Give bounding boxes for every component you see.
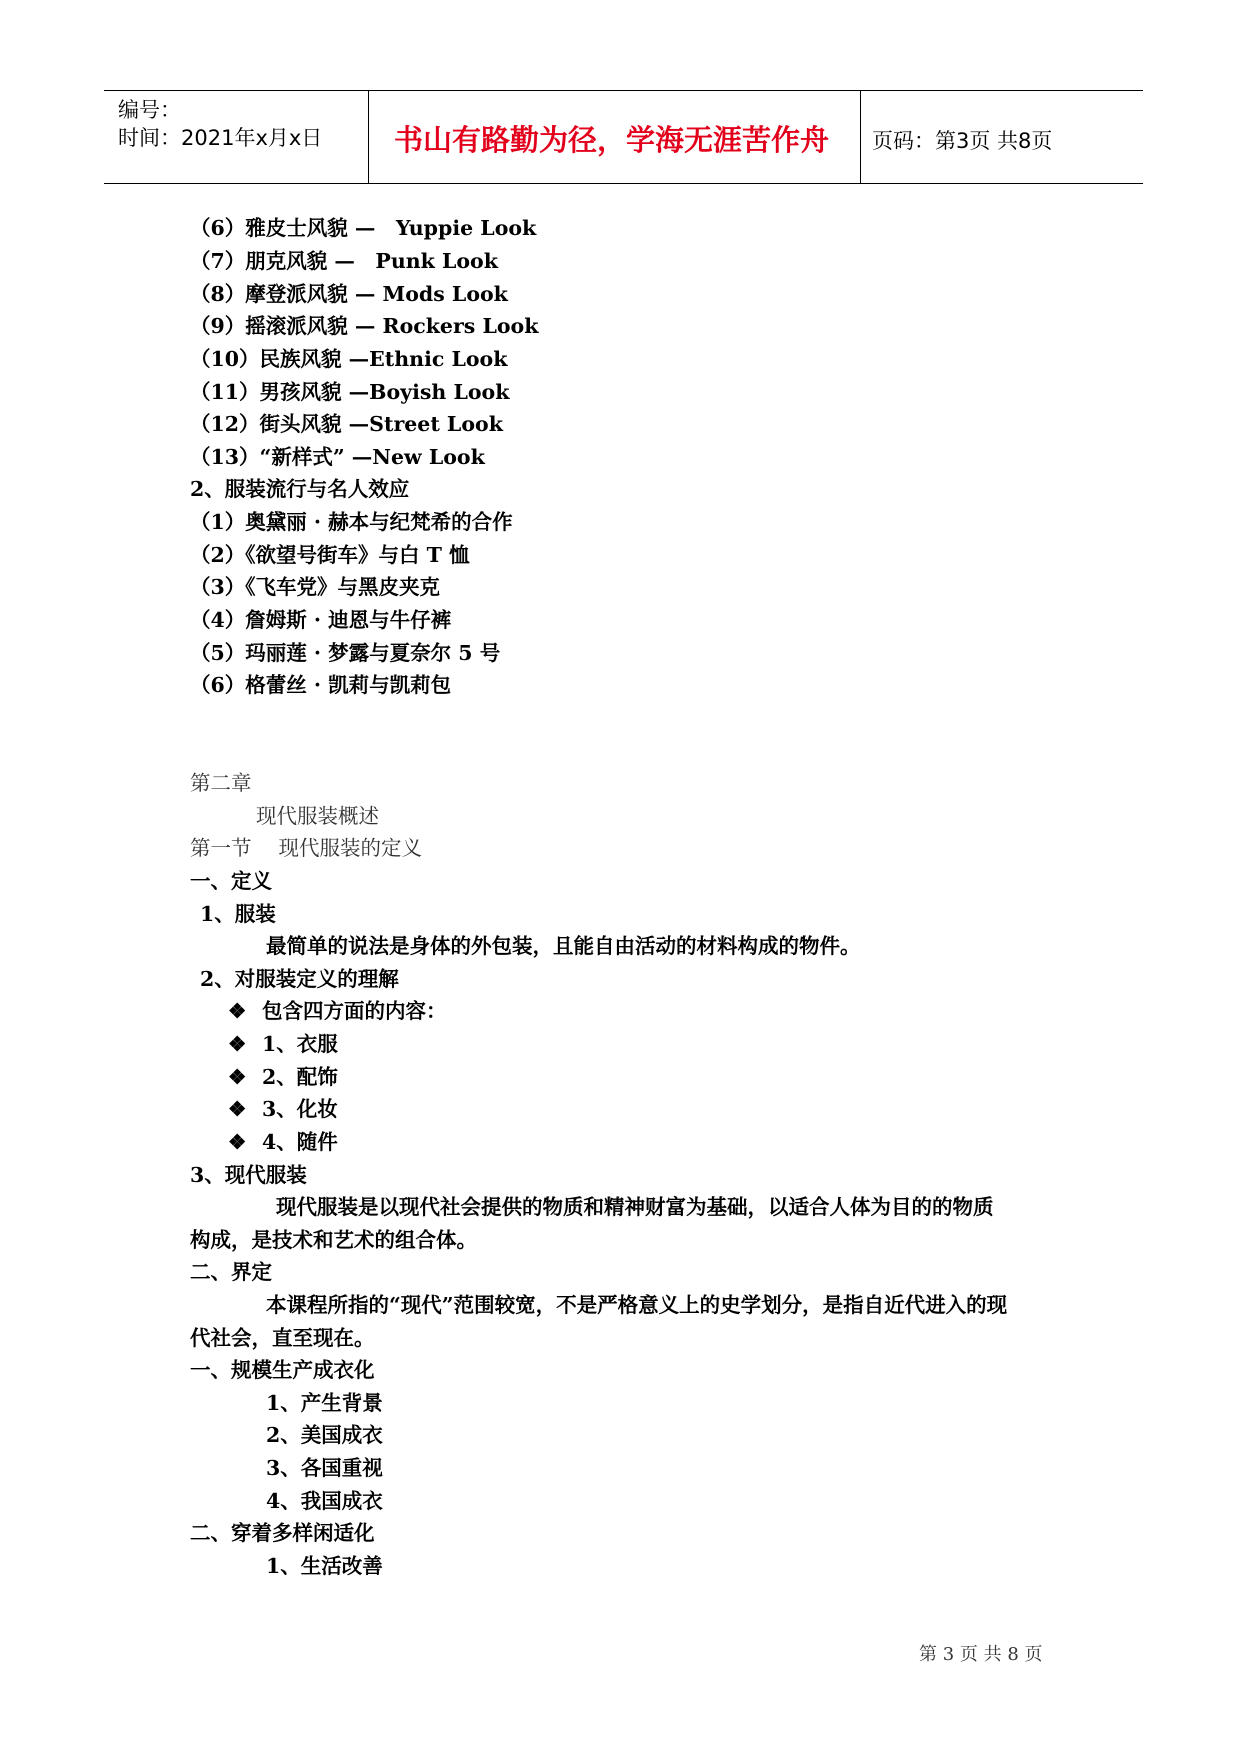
diamond-bullet-icon: ❖	[228, 1065, 247, 1089]
look-item: （12）街头风貌 —Street Look	[190, 412, 503, 436]
diamond-bullet-icon: ❖	[228, 1097, 247, 1121]
look-item: （11）男孩风貌 —Boyish Look	[190, 380, 510, 404]
definition-text: 最简单的说法是身体的外包装，且能自由活动的材料构成的物件。	[266, 934, 861, 958]
header-number-label: 编号：	[118, 98, 181, 122]
bullet-item: ❖ 3、化妆	[228, 1097, 338, 1121]
celebrity-item: （6）格蕾丝 · 凯莉与凯莉包	[190, 673, 452, 697]
definition-sub-heading: 1、服装	[200, 902, 276, 926]
chapter-title: 现代服装概述	[256, 804, 379, 828]
celebrity-item: （1）奥黛丽 · 赫本与纪梵希的合作	[190, 510, 513, 534]
boundary-heading: 二、界定	[190, 1260, 272, 1284]
section-heading: 2、服装流行与名人效应	[190, 477, 410, 501]
celebrity-item: （4）詹姆斯 · 迪恩与牛仔裤	[190, 608, 452, 632]
definition-sub-heading: 3、现代服装	[190, 1163, 307, 1187]
footer-page-number: 第 3 页 共 8 页	[919, 1644, 1043, 1665]
definition-sub-heading: 2、对服装定义的理解	[200, 967, 399, 991]
mass-heading: 一、规模生产成衣化	[190, 1358, 375, 1382]
mass-item: 1、产生背景	[266, 1391, 383, 1415]
celebrity-item: （3）《飞车党》与黑皮夹克	[190, 575, 441, 599]
header-motto: 书山有路勤为径，学海无涯苦作舟	[394, 123, 830, 157]
look-item: （6）雅皮士风貌 — Yuppie Look	[190, 216, 537, 240]
celebrity-item: （5）玛丽莲 · 梦露与夏奈尔 5 号	[190, 641, 501, 665]
diamond-bullet-icon: ❖	[228, 999, 247, 1023]
boundary-text: 代社会，直至现在。	[190, 1326, 375, 1350]
look-item: （8）摩登派风貌 — Mods Look	[190, 282, 508, 306]
diamond-bullet-icon: ❖	[228, 1130, 247, 1154]
mass-item: 2、美国成衣	[266, 1423, 383, 1447]
header-time-label: 时间：2021年x月x日	[118, 126, 323, 150]
definition-text: 构成，是技术和艺术的组合体。	[190, 1228, 477, 1252]
mass-item: 3、各国重视	[266, 1456, 383, 1480]
bullet-item: ❖ 4、随件	[228, 1130, 338, 1154]
look-item: （13）“新样式” —New Look	[190, 445, 485, 469]
header-divider-left	[368, 90, 369, 184]
casual-heading: 二、穿着多样闲适化	[190, 1521, 375, 1545]
casual-item: 1、生活改善	[266, 1554, 383, 1578]
header-top-rule	[104, 90, 1143, 91]
section-title: 第一节 现代服装的定义	[190, 836, 423, 860]
chapter-label: 第二章	[190, 771, 252, 795]
header-bottom-rule	[104, 183, 1143, 184]
header-page-label: 页码：第3页 共8页	[872, 129, 1053, 153]
boundary-text: 本课程所指的“现代”范围较宽，不是严格意义上的史学划分，是指自近代进入的现	[266, 1293, 1008, 1317]
definition-heading: 一、定义	[190, 869, 272, 893]
look-item: （7）朋克风貌 — Punk Look	[190, 249, 498, 273]
bullet-item: ❖ 包含四方面的内容：	[228, 999, 447, 1023]
bullet-item: ❖ 2、配饰	[228, 1065, 338, 1089]
look-item: （9）摇滚派风貌 — Rockers Look	[190, 314, 539, 338]
celebrity-item: （2）《欲望号街车》与白 T 恤	[190, 543, 470, 567]
diamond-bullet-icon: ❖	[228, 1032, 247, 1056]
definition-text: 现代服装是以现代社会提供的物质和精神财富为基础，以适合人体为目的的物质	[276, 1195, 994, 1219]
mass-item: 4、我国成衣	[266, 1489, 383, 1513]
look-item: （10）民族风貌 —Ethnic Look	[190, 347, 508, 371]
header-divider-right	[860, 90, 861, 184]
bullet-item: ❖ 1、衣服	[228, 1032, 338, 1056]
